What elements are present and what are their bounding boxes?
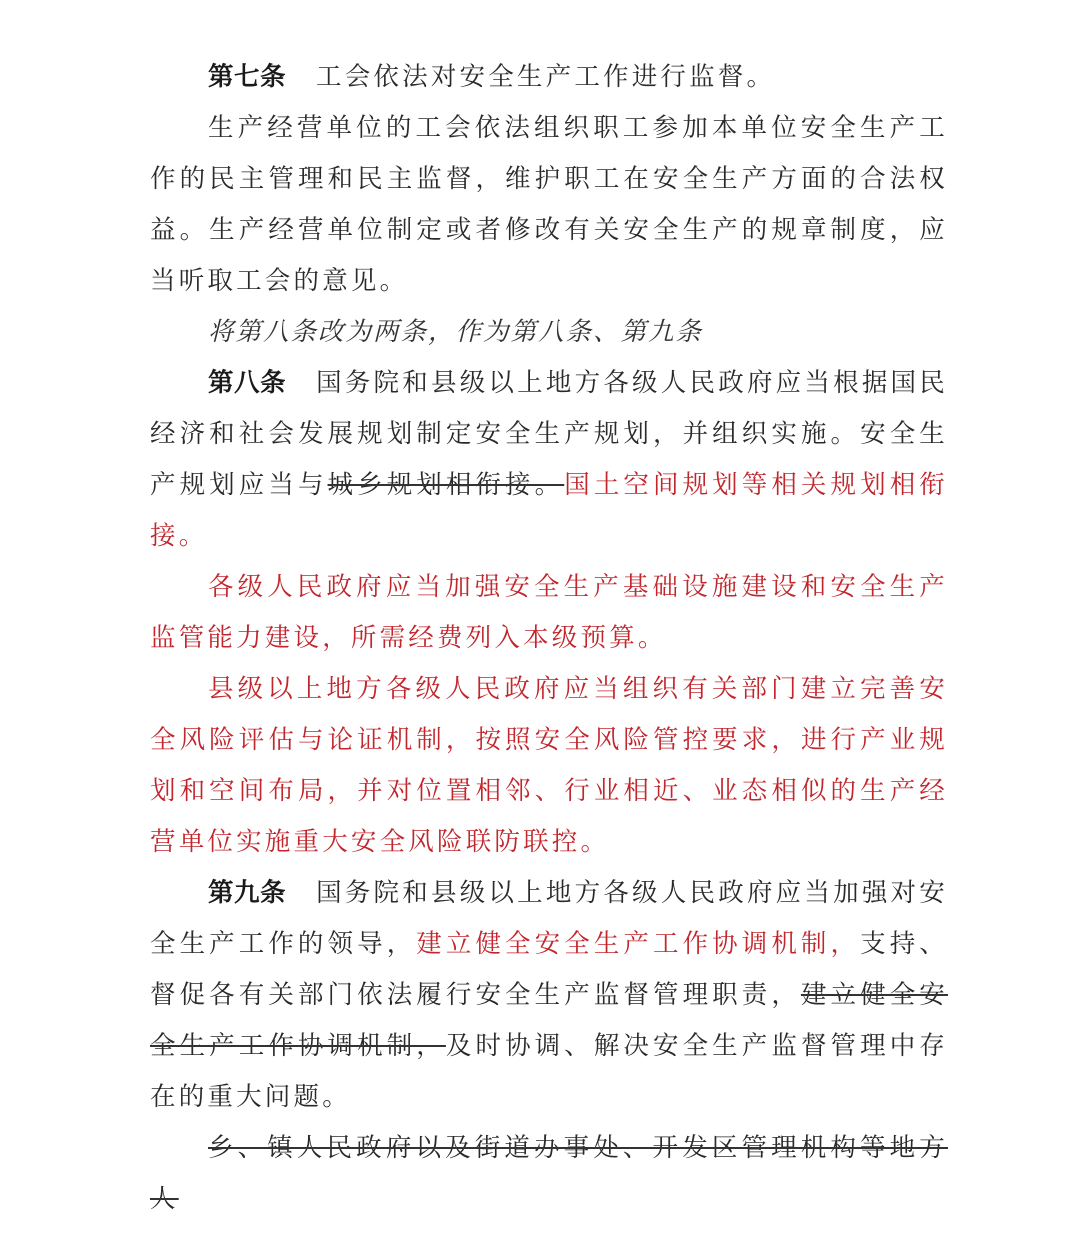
article-7-label: 第七条 bbox=[208, 62, 287, 92]
article-8-label: 第八条 bbox=[208, 368, 287, 398]
article-8-paragraph-2-added: 各级人民政府应当加强安全生产基础设施建设和安全生产监管能力建设，所需经费列入本级预算。 bbox=[150, 572, 948, 653]
article-9-label: 第九条 bbox=[208, 878, 287, 908]
article-9-added-text: 建立健全安全生产工作协调机制， bbox=[416, 929, 861, 959]
article-8-paragraph bbox=[150, 358, 948, 562]
article-9-text-b: 支持、督促各有关部门依法履行安全生产监督管理职责， bbox=[150, 929, 948, 1010]
article-9-text-a: 国务院和县级以上地方各级人民政府应当加强对安全生产工作的领导， bbox=[150, 878, 948, 959]
article-9-paragraph-2 bbox=[150, 1123, 948, 1225]
article-7-paragraph bbox=[150, 52, 948, 103]
article-9-paragraph bbox=[150, 868, 948, 1123]
article-8-deleted-text: 城乡规划相衔接。 bbox=[327, 470, 565, 500]
article-8-added-text: 国土空间规划等相关规划相衔接。 bbox=[150, 470, 948, 551]
article-7-intro: 工会依法对安全生产工作进行监督。 bbox=[316, 62, 776, 92]
article-7-paragraph-2: 生产经营单位的工会依法组织职工参加本单位安全生产工作的民主管理和民主监督，维护职工在安全生产方面的合法权益。生产经营单位制定或者修改有关安全生产的规章制度，应当听取工会的意见。 bbox=[150, 113, 948, 296]
article-8-paragraph-3-added: 县级以上地方各级人民政府应当组织有关部门建立完善安全风险评估与论证机制，按照安全风险管控要求，进行产业规划和空间布局，并对位置相邻、行业相近、业态相似的生产经营单位实施重大安全风险联防联控。 bbox=[150, 674, 948, 857]
article-9-deleted-text: 建立健全安全生产工作协调机制， bbox=[150, 980, 948, 1061]
article-8-text: 国务院和县级以上地方各级人民政府应当根据国民经济和社会发展规划制定安全生产规划，并组织实施。安全生产规划应当与 bbox=[150, 368, 948, 500]
amendment-note: 将第八条改为两条，作为第八条、第九条 bbox=[208, 317, 704, 347]
article-9-text-c: 及时协调、解决安全生产监督管理中存在的重大问题。 bbox=[150, 1031, 948, 1112]
article-9-paragraph-2-deleted: 乡、镇人民政府以及街道办事处、开发区管理机构等地方人 bbox=[150, 1133, 948, 1214]
